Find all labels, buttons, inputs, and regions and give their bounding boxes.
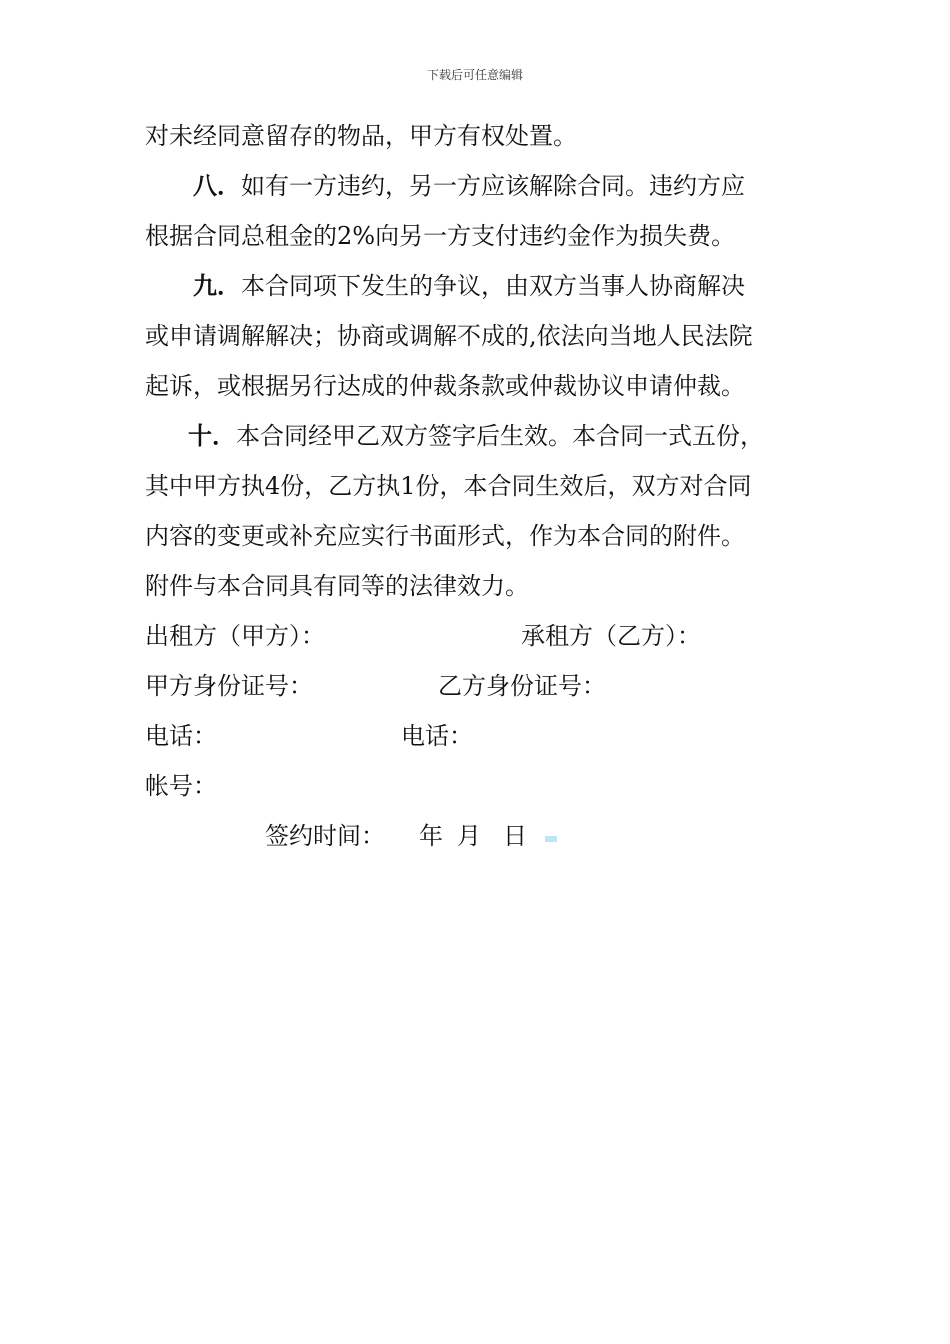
- lessor-label: 出租方（甲方）：: [145, 622, 325, 650]
- clause-number: 九．: [193, 271, 241, 300]
- lessor-phone-label: 电话：: [145, 722, 217, 750]
- clause-9-line-1: [193, 270, 745, 302]
- clause-10-line-3: 内容的变更或补充应实行书面形式，作为本合同的附件。: [145, 522, 745, 550]
- clause-10-line-1: [188, 420, 764, 452]
- clause-number: 十．: [188, 421, 236, 450]
- clause-9-line-3: 起诉，或根据另行达成的仲裁条款或仲裁协议申请仲裁。: [145, 372, 745, 400]
- lessee-phone-label: 电话：: [401, 722, 473, 750]
- paragraph-line: 对未经同意留存的物品，甲方有权处置。: [145, 122, 577, 150]
- clause-text: 如有一方违约，另一方应该解除合同。违约方应: [241, 172, 745, 200]
- sign-date-label: 签约时间：: [265, 822, 385, 850]
- clause-10-line-4: 附件与本合同具有同等的法律效力。: [145, 572, 529, 600]
- clause-9-line-2: 或申请调解解决；协商或调解不成的,依法向当地人民法院: [145, 322, 753, 350]
- lessee-label: 承租方（乙方）：: [521, 622, 701, 650]
- account-label: 帐号：: [145, 772, 217, 800]
- text-cursor-marker: [545, 836, 557, 842]
- clause-8-line-2: 根据合同总租金的2%向另一方支付违约金作为损失费。: [145, 222, 736, 250]
- clause-text: 本合同经甲乙双方签字后生效。本合同一式五份，: [236, 422, 764, 450]
- clause-10-line-2: 其中甲方执4份，乙方执1份，本合同生效后，双方对合同: [145, 472, 752, 500]
- lessor-id-label: 甲方身份证号：: [145, 672, 313, 700]
- page-header: 下载后可任意编辑: [426, 68, 523, 82]
- sign-year: 年: [419, 822, 443, 850]
- clause-text: 本合同项下发生的争议，由双方当事人协商解决: [241, 272, 745, 300]
- clause-number: 八．: [193, 171, 241, 200]
- sign-month: 月: [457, 822, 481, 850]
- sign-day: 日: [503, 822, 527, 850]
- lessee-id-label: 乙方身份证号：: [438, 672, 606, 700]
- clause-8-line-1: [193, 170, 745, 202]
